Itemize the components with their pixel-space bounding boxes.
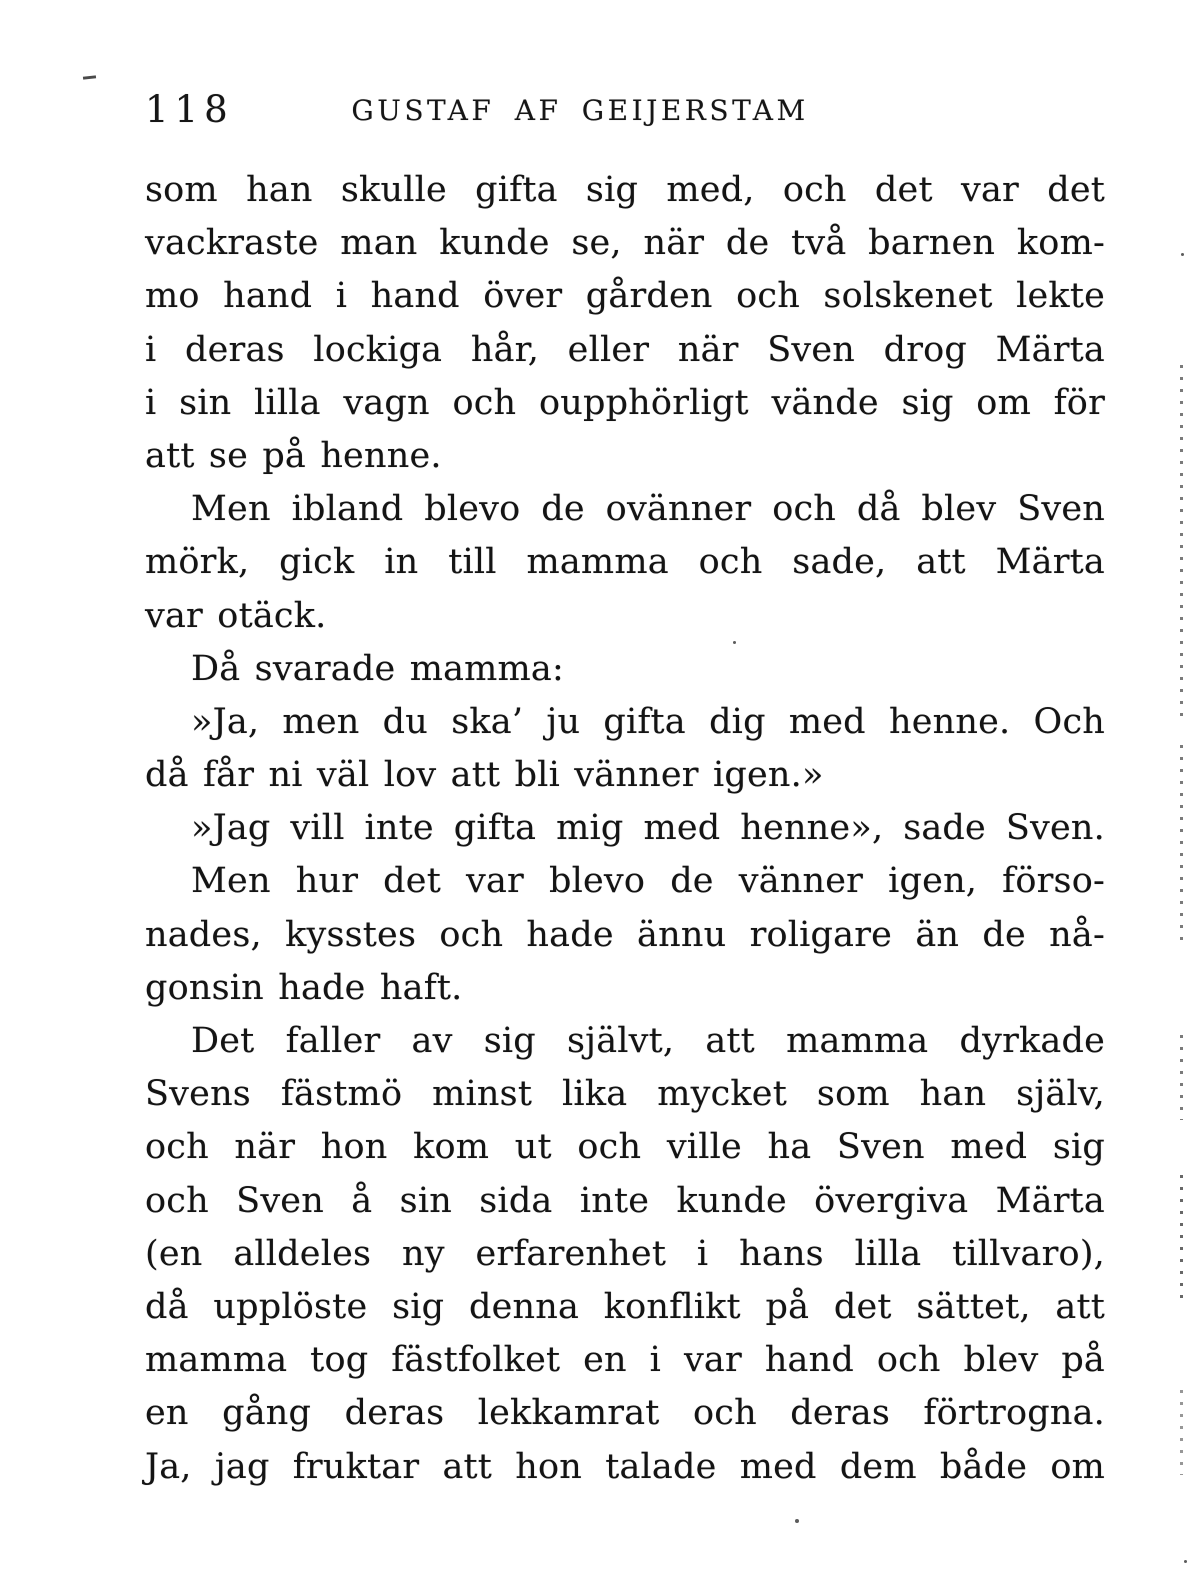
text-line: en gång deras lekkamrat och deras förtrogna. — [145, 1393, 1105, 1434]
scan-artifact-speck — [795, 1519, 799, 1523]
text-line: Men hur det var blevo de vänner igen, förso- — [191, 861, 1105, 902]
text-line: Men ibland blevo de ovänner och då blev Sven — [191, 489, 1105, 530]
scan-artifact-dash — [83, 75, 96, 79]
scan-artifact-speck — [1181, 253, 1184, 256]
text-line: i deras lockiga hår, eller när Sven drog Märta — [145, 329, 1105, 370]
text-line: »Jag vill inte gifta mig med henne», sade Sven. — [191, 808, 1105, 849]
text-line: då får ni väl lov att bli vänner igen.» — [145, 755, 824, 796]
text-line: (en alldeles ny erfarenhet i hans lilla tillvaro), — [145, 1233, 1105, 1274]
page-number: 118 — [145, 88, 234, 131]
text-line: Svens fästmö minst lika mycket som han själv, — [145, 1074, 1105, 1115]
running-header-title: GUSTAF AF GEIJERSTAM — [351, 94, 809, 127]
text-line: Det faller av sig självt, att mamma dyrkade — [191, 1021, 1105, 1061]
text-line: då upplöste sig denna konflikt på det sättet, att — [145, 1286, 1105, 1327]
text-line: »Ja, men du ska’ ju gifta dig med henne. Och — [191, 701, 1105, 742]
text-line: Då svarade mamma: — [191, 648, 564, 689]
scan-artifact-dotted-line — [1180, 1175, 1183, 1305]
page-text — [145, 164, 1105, 1494]
scan-artifact-dotted-line — [1180, 1035, 1183, 1120]
scan-artifact-dotted-line — [1180, 745, 1183, 945]
text-line: och Sven å sin sida inte kunde övergiva Märta — [145, 1180, 1105, 1221]
scan-artifact-speck — [1184, 1560, 1187, 1563]
text-line: nades, kysstes och hade ännu roligare än de nå- — [145, 914, 1105, 955]
scan-artifact-dotted-line — [1180, 1390, 1183, 1475]
text-line: mörk, gick in till mamma och sade, att Märta — [145, 542, 1105, 583]
text-line: var otäck. — [145, 595, 327, 636]
text-line: som han skulle gifta sig med, och det var det — [145, 170, 1105, 210]
text-line: mamma tog fästfolket en i var hand och blev på — [145, 1340, 1105, 1381]
text-line: i sin lilla vagn och oupphörligt vände sig om för — [145, 382, 1105, 423]
text-line: att se på henne. — [145, 435, 442, 476]
text-line: gonsin hade haft. — [145, 967, 463, 1008]
text-line: mo hand i hand över gården och solskenet lekte — [145, 276, 1105, 317]
text-line: Ja, jag fruktar att hon talade med dem både om — [145, 1446, 1105, 1487]
text-line: vackraste man kunde se, när de två barnen kom- — [145, 223, 1105, 264]
running-header — [0, 94, 1178, 127]
scan-artifact-dotted-line — [1180, 365, 1183, 725]
text-line: och när hon kom ut och ville ha Sven med sig — [145, 1127, 1105, 1168]
